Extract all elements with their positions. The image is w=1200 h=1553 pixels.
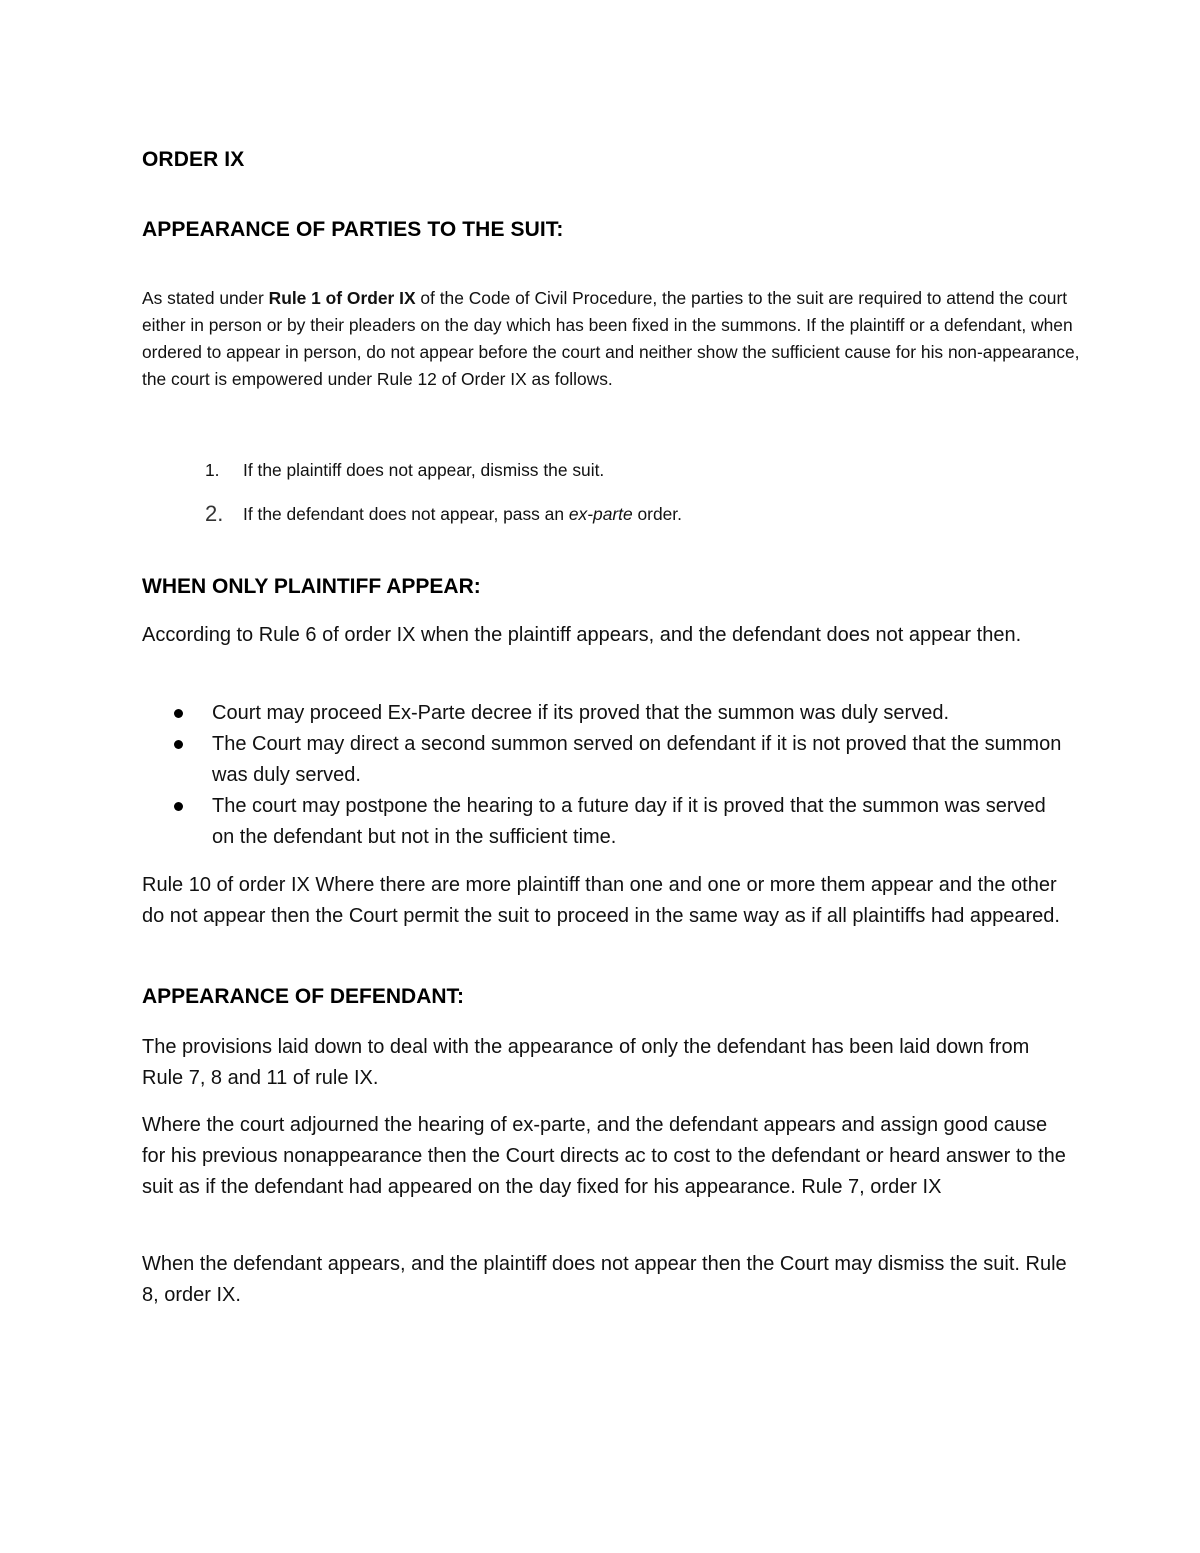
list-number: 2. [205,501,224,526]
document-title: ORDER IX [142,148,245,171]
rule-reference-bold: Rule 1 of Order IX [268,288,416,308]
list-number: 1. [205,460,220,480]
rule-10-text: Rule 10 of order IX Where there are more plaintiff than one and one or more them appear and the other do not appear then the Court permit the suit to proceed in the same way as if all plaintiffs had appeared. [142,874,1060,927]
defendant-paragraph-1 [142,1032,1072,1094]
list-item [170,698,1070,729]
list-item-text-post: order. [632,504,682,524]
list-item-text [243,499,682,529]
list-item-text-pre: If the defendant does not appear, pass an [243,504,569,524]
intro-text-rest: of the Code of Civil Procedure, the parties to the suit are required to attend the court either in person or by their pleaders on the day which has been fixed in the summons. If the plaintiff or a defendant, when ordered to appear in person, do not appear before the court and neither show the sufficient cause for his non-appearance, the court is empowered under Rule 12 of Order IX as follows. [142,288,1080,389]
section-heading-appearance-of-parties: APPEARANCE OF PARTIES TO THE SUIT: [142,218,564,241]
rule-10-paragraph [142,870,1072,932]
defendant-paragraph-3 [142,1249,1072,1311]
list-item-text: If the plaintiff does not appear, dismiss the suit. [243,460,605,480]
paragraph-text: The provisions laid down to deal with the appearance of only the defendant has been laid down from Rule 7, 8 and 11 of rule IX. [142,1036,1030,1089]
section-heading-only-plaintiff: WHEN ONLY PLAINTIFF APPEAR: [142,575,481,598]
intro-text-start: As stated under [142,288,269,308]
section-heading-appearance-of-defendant: APPEARANCE OF DEFENDANT: [142,985,465,1008]
plaintiff-intro-text: According to Rule 6 of order IX when the plaintiff appears, and the defendant does not appear then. [142,624,1022,646]
list-item [170,729,1070,791]
defendant-paragraph-2 [142,1110,1072,1203]
intro-paragraph [142,285,1092,393]
bullet-icon [174,740,183,749]
plaintiff-intro-paragraph [142,620,1072,651]
bullet-text: The Court may direct a second summon served on defendant if it is not proved that the summon was duly served. [212,733,1062,786]
bullet-icon [174,802,183,811]
paragraph-text: Where the court adjourned the hearing of ex-parte, and the defendant appears and assign good cause for his previous nonappearance then the Court directs ac to cost to the defendant or heard answer to the suit as if the defendant had appeared on the day fixed for his appearance. Rule 7, order IX [142,1114,1066,1198]
bullet-list [170,698,1070,853]
list-item [170,791,1070,853]
bullet-text: The court may postpone the hearing to a future day if it is proved that the summon was served on the defendant but not in the sufficient time. [212,795,1046,848]
paragraph-text: When the defendant appears, and the plaintiff does not appear then the Court may dismiss the suit. Rule 8, order IX. [142,1253,1067,1306]
bullet-text: Court may proceed Ex-Parte decree if its proved that the summon was duly served. [212,702,950,724]
list-item-text-italic: ex-parte [568,504,633,524]
bullet-icon [174,709,183,718]
